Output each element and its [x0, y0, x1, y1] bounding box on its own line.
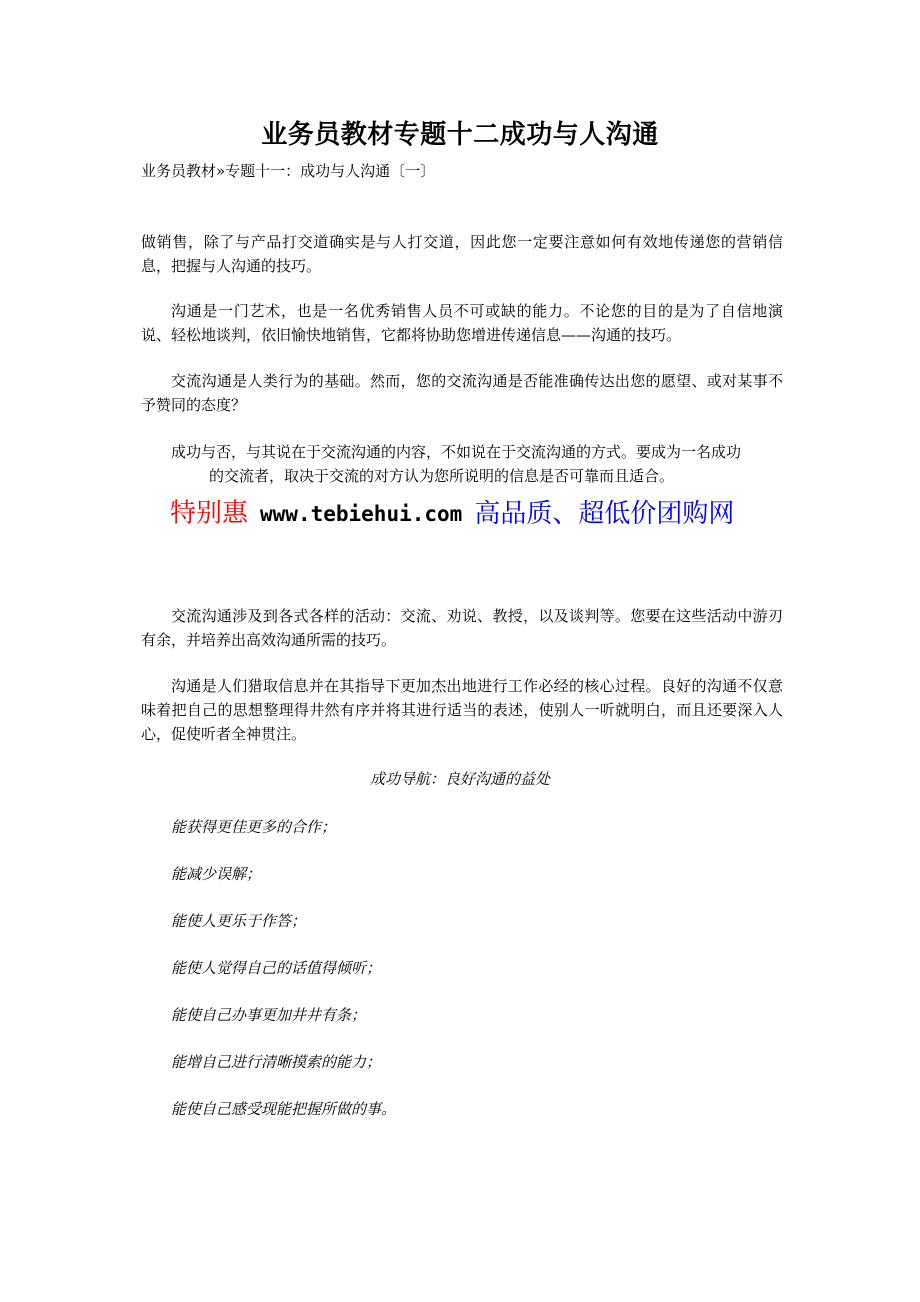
- breadcrumb: 业务员教材»专题十一：成功与人沟通〔一〕: [141, 162, 436, 180]
- list-item: 能减少误解；: [171, 865, 262, 883]
- paragraph-intro: 做销售，除了与产品打交道确实是与人打交道，因此您一定要注意如何有效地传递您的营销信息，把握与人沟通的技巧。: [141, 233, 783, 275]
- list-item: 能使自己感受现能把握所做的事。: [171, 1100, 397, 1118]
- paragraph-art: 沟通是一门艺术，也是一名优秀销售人员不可或缺的能力。不论您的目的是为了自信地演说、轻松地谈判，依旧愉快地销售，它都将协助您增进传递信息——沟通的技巧。: [141, 302, 783, 344]
- ad-slogan[interactable]: 高品质、超低价团购网: [474, 498, 735, 529]
- paragraph-success-line2: 的交流者，取决于交流的对方认为您所说明的信息是否可靠而且适合。: [209, 467, 675, 485]
- ad-banner[interactable]: [170, 495, 734, 531]
- benefits-list: [171, 815, 396, 1144]
- list-item: 能使人更乐于作答；: [171, 912, 307, 930]
- list-item: 能增自己进行清晰摸索的能力；: [171, 1053, 382, 1071]
- ad-url-link[interactable]: www.tebiehui.com: [260, 501, 463, 526]
- document-title: 业务员教材专题十二成功与人沟通: [261, 120, 659, 150]
- paragraph-success-line1: 成功与否，与其说在于交流沟通的内容，不如说在于交流沟通的方式。要成为一名成功: [171, 443, 742, 461]
- section-heading: 成功导航：良好沟通的益处: [369, 770, 550, 788]
- paragraph-core-process: 沟通是人们猎取信息并在其指导下更加杰出地进行工作必经的核心过程。良好的沟通不仅意味着把自己的思想整理得井然有序并将其进行适当的表述，使别人一听就明白，而且还要深入人心，促使听者全神贯注。: [141, 677, 783, 743]
- list-item: 能使人觉得自己的话值得倾听；: [171, 959, 382, 977]
- list-item: 能使自己办事更加井井有条；: [171, 1006, 367, 1024]
- list-item: 能获得更佳更多的合作；: [171, 818, 337, 836]
- paragraph-activities: 交流沟通涉及到各式各样的活动：交流、劝说、教授，以及谈判等。您要在这些活动中游刃有余，并培养出高效沟通所需的技巧。: [141, 607, 783, 649]
- paragraph-basis: 交流沟通是人类行为的基础。然而，您的交流沟通是否能准确传达出您的愿望、或对某事不予赞同的态度？: [141, 372, 783, 414]
- ad-brand[interactable]: 特别惠: [170, 498, 249, 529]
- paragraph-success: [171, 440, 783, 488]
